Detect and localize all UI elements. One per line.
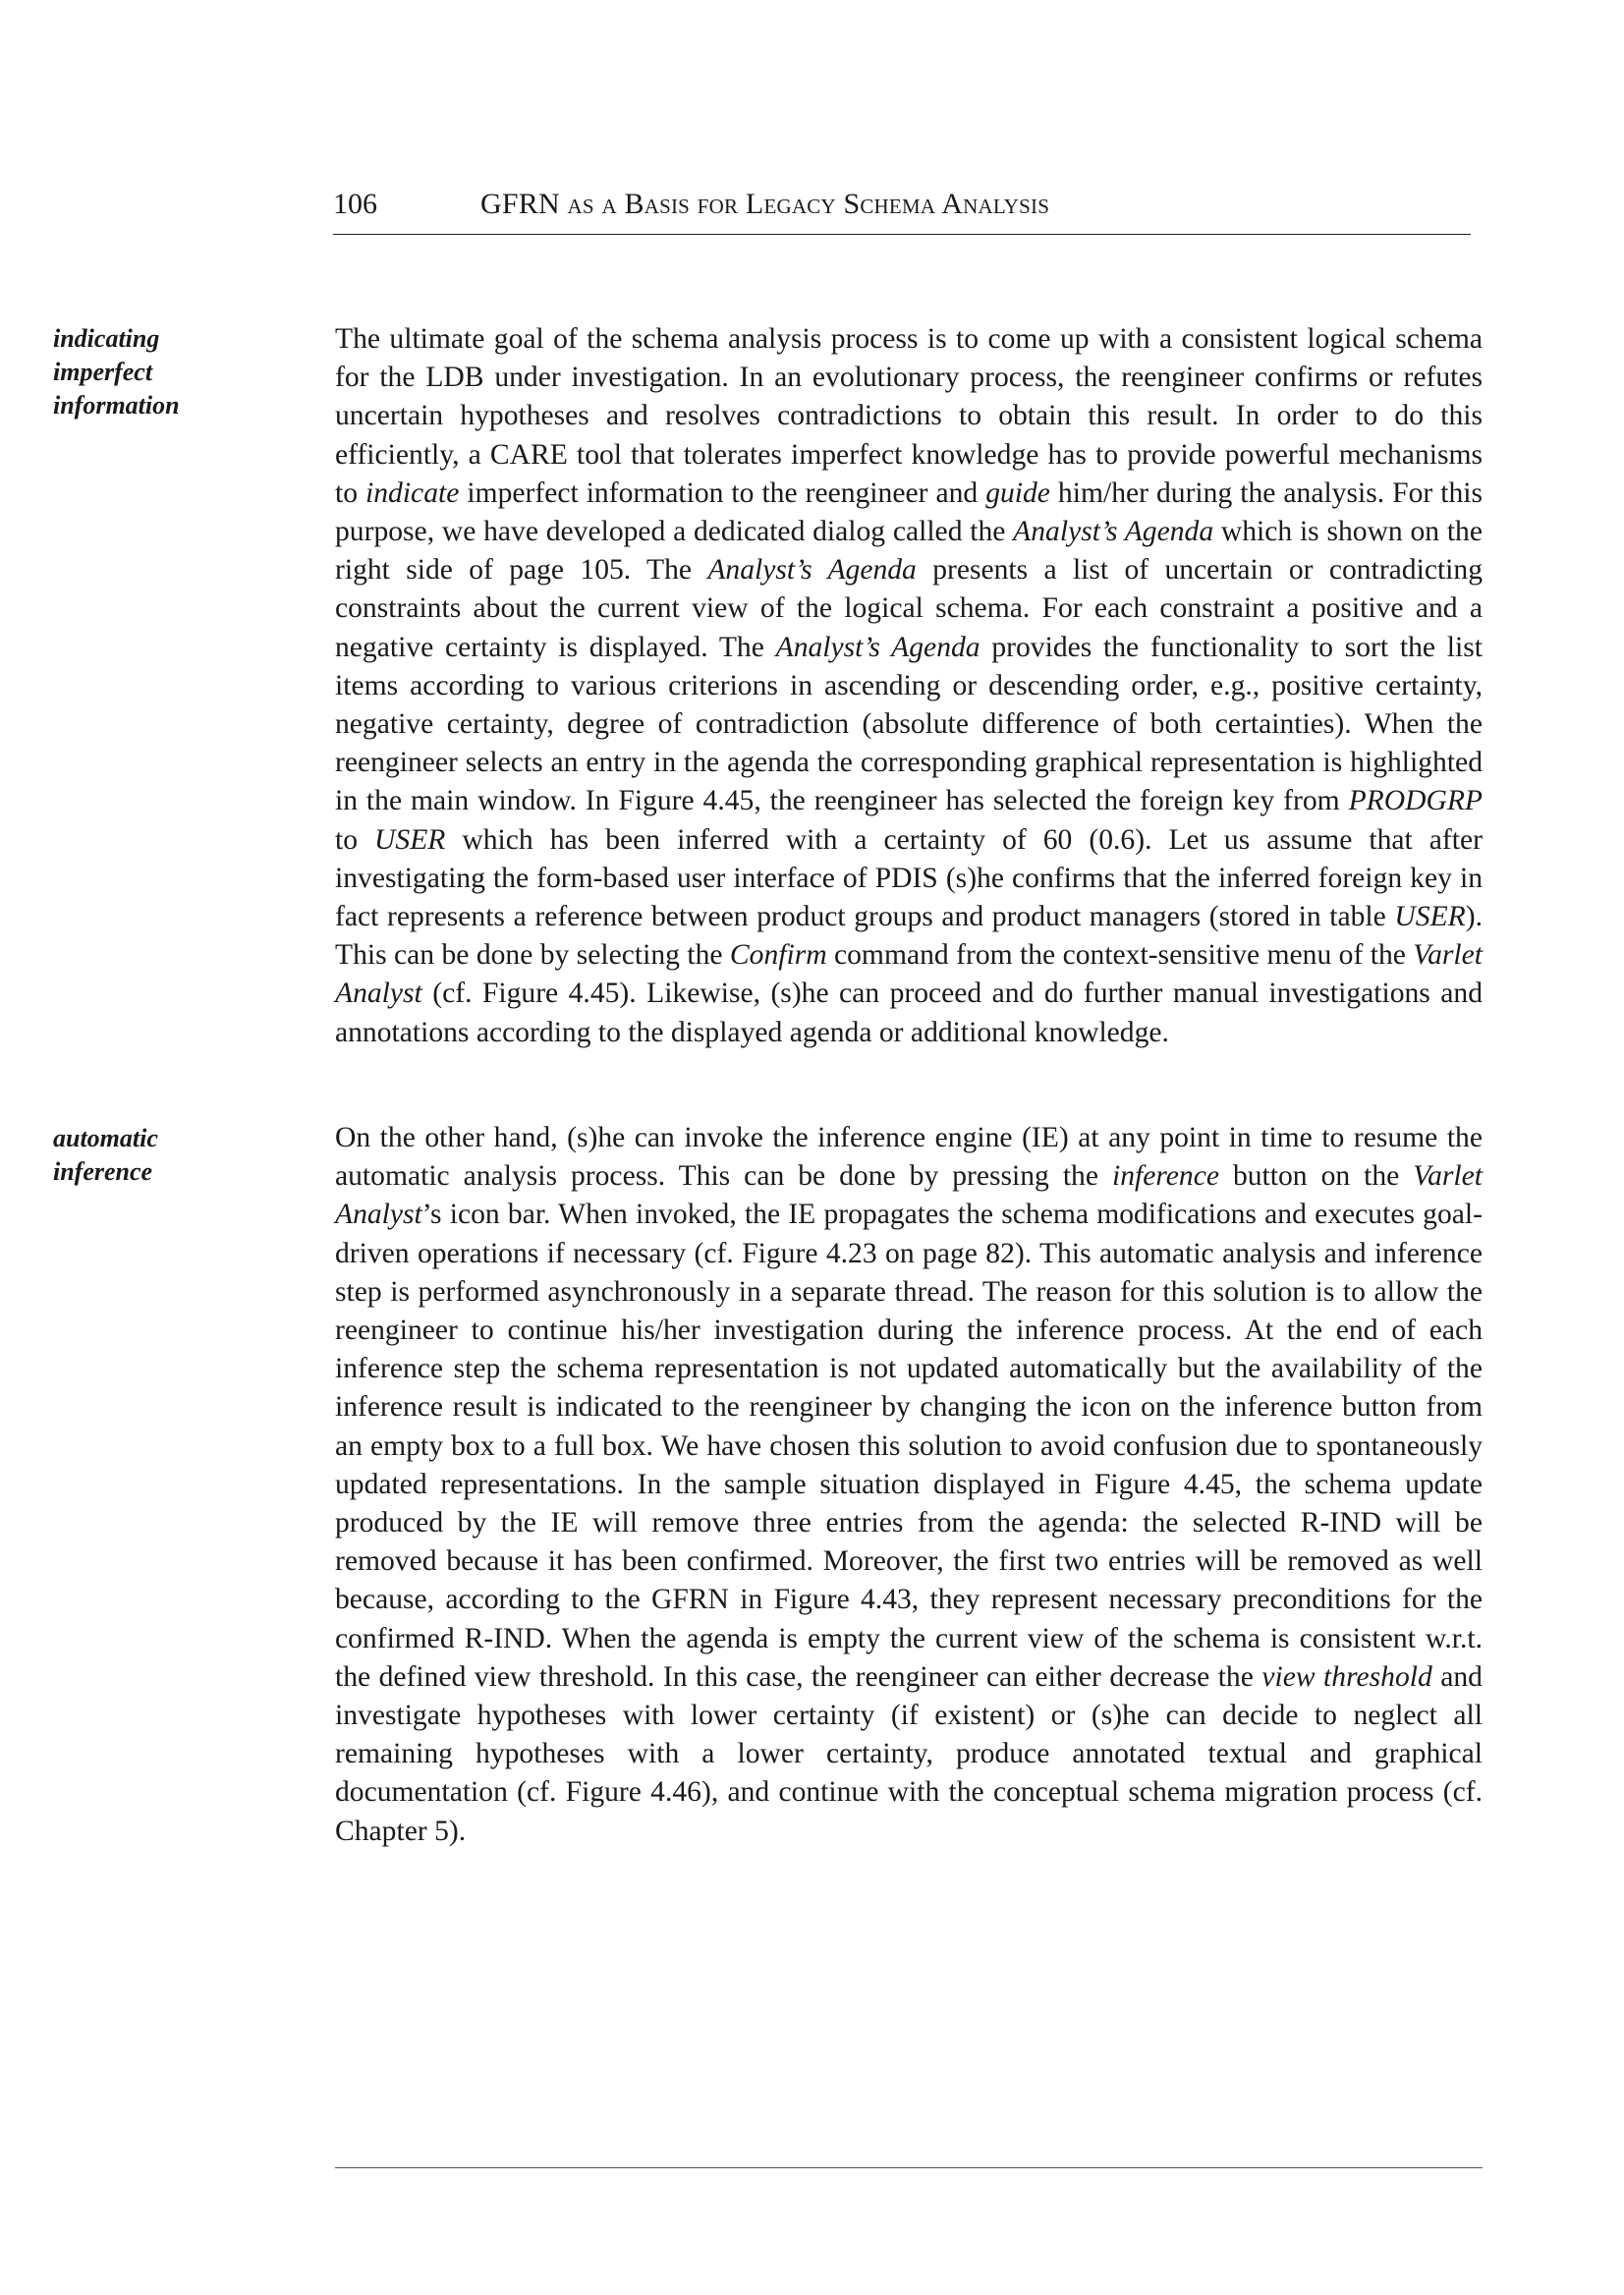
text-run: ’s icon bar. When invoked, the IE propagates the schema modifications and executes goal-driven operations if necessary (cf. Figure 4.23 on page 82). This automatic analysis and inference step is performed asynchronously in a separate thread. The reason for this solution is to allow the reengineer to continue his/her investigation during the inference process. At the end of each inference step the schema representation is not updated automatically but the availability of the inference result is indicated to the reengineer by changing the icon on the inference button from an empty box to a full box. We have chosen this solution to avoid confusion due to spontaneously updated representations. In the sample situation displayed in Figure 4.45, the schema update produced by the IE will remove three entries from the agenda: the selected R-IND will be removed because it has been confirmed. Moreover, the first two entries will be removed as well because, according to the GFRN in Figure 4.43, they represent necessary preconditions for the confirmed R-IND. When the agenda is empty the current view of the schema is consistent w.r.t. the defined view threshold. In this case, the reengineer can either decrease the bbox=[335, 1199, 1483, 1693]
emphasis: guide bbox=[985, 476, 1050, 509]
running-header bbox=[333, 187, 1471, 235]
text-run: provides the functionality to sort the list items according to various criterions in ascending or descending order, e.g., positive certainty, negative certainty, degree of contradiction (absolute difference of both certainties). When the reengineer selects an entry in the agenda the corresponding graphical representation is highlighted in the main window. In Figure 4.45, the reengineer has selected the foreign key from bbox=[335, 631, 1483, 817]
text-run: On the other hand, (s)he can invoke the inference engine (IE) at any point in time to resume the automatic analysis process. This can be done by pressing the bbox=[335, 1122, 1483, 1193]
text-run: (cf. Figure 4.45). Likewise, (s)he can proceed and do further manual investigations and annotations according to the displayed agenda or additional knowledge. bbox=[335, 978, 1483, 1048]
text-run: The ultimate goal of the schema analysis process is to come up with a consistent logical schema for the LDB under investigation. In an evolutionary process, the reengineer confirms or refutes uncertain hypotheses and resolves contradictions to obtain this result. In order to do this efficiently, a CARE tool that tolerates imperfect knowledge has to provide powerful mechanisms to bbox=[335, 323, 1483, 509]
page-number: 106 bbox=[333, 188, 377, 220]
text-run: imperfect information to the reengineer and bbox=[459, 476, 986, 509]
text-run: and investigate hypotheses with lower certainty (if existent) or (s)he can decide to neglect all remaining hypotheses with a lower certainty, produce annotated textual and graphical documentation (cf. Figure 4.46), and continue with the conceptual schema migration process (cf. Chapter 5). bbox=[335, 1660, 1483, 1847]
emphasis: inference bbox=[1111, 1160, 1219, 1193]
emphasis: Varlet Analyst bbox=[335, 1160, 1483, 1231]
emphasis: view threshold bbox=[1261, 1660, 1432, 1693]
text-run: command from the context-sensitive menu of the bbox=[826, 939, 1414, 972]
emphasis: Varlet Analyst bbox=[335, 939, 1483, 1010]
paragraph-automatic-inference bbox=[335, 1119, 1483, 1851]
text-run: which has been inferred with a certainty of 60 (0.6). Let us assume that after investigating the form-based user interface of PDIS (s)he confirms that the inferred foreign key in fact represents a reference between product groups and product managers (stored in table bbox=[335, 823, 1483, 933]
margin-note-line: automatic bbox=[53, 1124, 158, 1152]
margin-note-automatic-inference bbox=[53, 1122, 240, 1189]
margin-note-line: indicating bbox=[53, 324, 160, 353]
emphasis: PRODGRP bbox=[1348, 785, 1483, 817]
text-run: button on the bbox=[1218, 1160, 1414, 1193]
text-run: to bbox=[335, 823, 375, 856]
emphasis: Analyst’s Agenda bbox=[1013, 516, 1214, 548]
margin-note-line: information bbox=[53, 391, 180, 420]
text-run: presents a list of uncertain or contradicting constraints about the current view of the logical schema. For each constraint a positive and a negative certainty is displayed. The bbox=[335, 554, 1483, 663]
margin-note-line: imperfect bbox=[53, 358, 153, 386]
text-run: ). This can be done by selecting the bbox=[335, 901, 1483, 972]
emphasis: USER bbox=[374, 823, 446, 856]
emphasis: Analyst’s Agenda bbox=[707, 554, 917, 587]
paragraph-imperfect-information bbox=[335, 320, 1483, 1052]
emphasis: Confirm bbox=[729, 939, 827, 972]
emphasis: USER bbox=[1394, 901, 1466, 933]
text-run: which is shown on the right side of page 105. The bbox=[335, 516, 1483, 587]
margin-note-line: inference bbox=[53, 1157, 153, 1186]
footer-rule bbox=[335, 2167, 1483, 2168]
emphasis: Analyst’s Agenda bbox=[775, 631, 980, 663]
text-run: him/her during the analysis. For this purpose, we have developed a dedicated dialog called the bbox=[335, 476, 1483, 548]
margin-note-indicating-imperfect-information bbox=[53, 322, 240, 422]
running-title: GFRN as a Basis for Legacy Schema Analysis bbox=[480, 188, 1050, 220]
emphasis: indicate bbox=[365, 476, 460, 509]
